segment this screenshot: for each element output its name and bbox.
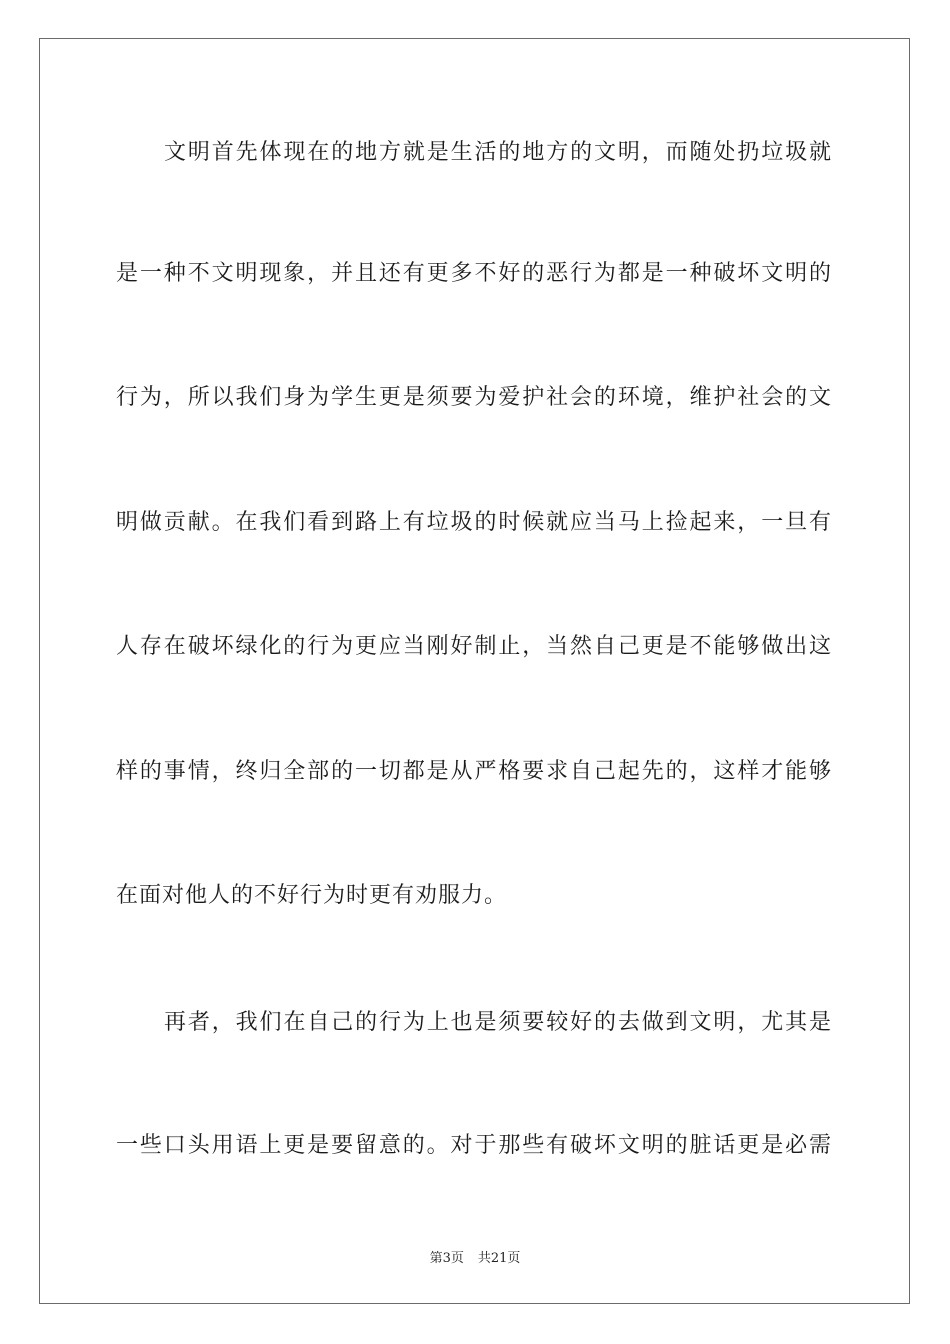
- paragraph-1-line-2: 是一种不文明现象，并且还有更多不好的恶行为都是一种破坏文明的: [116, 261, 832, 286]
- paragraph-1-line-6: 样的事情，终归全部的一切都是从严格要求自己起先的，这样才能够: [116, 759, 832, 784]
- paragraph-1-line-1: 文明首先体现在的地方就是生活的地方的文明，而随处扔垃圾就: [164, 140, 832, 165]
- paragraph-1-line-7: 在面对他人的不好行为时更有劝服力。: [116, 883, 508, 908]
- page-border: [39, 38, 910, 1304]
- paragraph-2-line-1: 再者，我们在自己的行为上也是须要较好的去做到文明，尤其是: [164, 1010, 832, 1035]
- paragraph-2-line-2: 一些口头用语上更是要留意的。对于那些有破坏文明的脏话更是必需: [116, 1133, 832, 1158]
- paragraph-1-line-5: 人存在破坏绿化的行为更应当刚好制止，当然自己更是不能够做出这: [116, 634, 832, 659]
- paragraph-1-line-4: 明做贡献。在我们看到路上有垃圾的时候就应当马上捡起来，一旦有: [116, 510, 832, 535]
- page-footer: [0, 1247, 950, 1266]
- page-number-total: 共21页: [477, 1251, 521, 1266]
- page-number-current: 第3页: [429, 1251, 464, 1266]
- paragraph-1-line-3: 行为，所以我们身为学生更是须要为爱护社会的环境，维护社会的文: [116, 385, 832, 410]
